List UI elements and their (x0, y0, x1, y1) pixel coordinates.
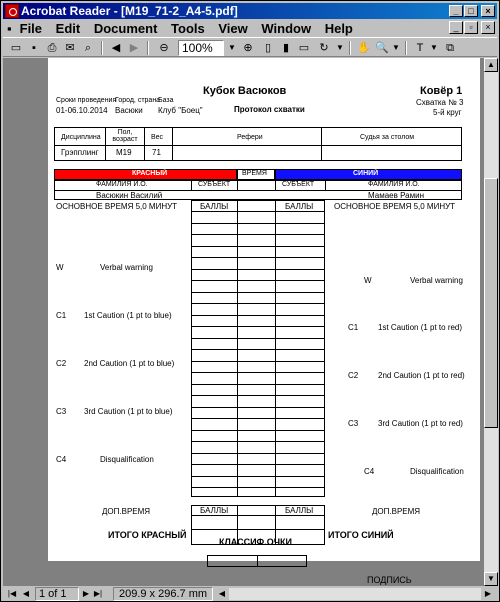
grid-row-line (191, 223, 325, 224)
blue-extra-time: ДОП.ВРЕМЯ (372, 507, 421, 516)
time-label: ВРЕМЯ (242, 170, 267, 177)
print-icon[interactable]: ⎙ (47, 42, 57, 54)
grid-row-line (191, 487, 325, 488)
base-value: Клуб "Боец" (158, 106, 203, 115)
blue-penalty-text-c1: 1st Caution (1 pt to red) (378, 323, 463, 332)
next-page-icon[interactable]: ▶ (82, 589, 90, 598)
grid-row-line (191, 326, 325, 327)
info-col-line (105, 127, 106, 161)
blue-penalty-code-w: W (364, 276, 372, 285)
title-bar (3, 3, 497, 19)
maximize-button[interactable]: □ (464, 5, 478, 17)
info-table-divider (54, 145, 462, 146)
toolbar-separator (349, 41, 351, 55)
red-penalty-code-c2: C2 (56, 359, 67, 368)
extra-row-line (191, 515, 325, 516)
total-blue-label: ИТОГО СИНИЙ (328, 530, 394, 540)
blue-penalty-code-c4: C4 (364, 467, 375, 476)
toolbar-separator (147, 41, 149, 55)
blue-main-time: ОСНОВНОЕ ВРЕМЯ 5,0 МИНУТ (334, 202, 456, 211)
round-label: 5-й круг (433, 108, 462, 117)
zoom-dropdown-icon[interactable]: ▼ (228, 43, 236, 52)
acrobat-app-icon (5, 4, 19, 18)
rotate-dropdown-icon[interactable]: ▼ (336, 43, 344, 52)
blue-fio-label: ФАМИЛИЯ И.О. (368, 181, 420, 188)
doc-close-button[interactable]: × (481, 21, 495, 34)
open-icon[interactable]: ▭ (10, 42, 22, 54)
menu-file[interactable]: File (19, 21, 43, 36)
names-col-line (191, 180, 192, 190)
hand-tool-icon[interactable]: ✋ (357, 42, 371, 54)
grid-row-line (191, 211, 325, 212)
blue-subject-label: СУБЪЕКТ (282, 181, 315, 188)
info-col-line (321, 127, 322, 161)
red-main-time: ОСНОВНОЕ ВРЕМЯ 5,0 МИНУТ (56, 202, 178, 211)
protocol-label: Протокол схватки (234, 105, 305, 114)
info-header-table-judge: Судья за столом (360, 134, 415, 141)
grid-row-line (191, 234, 325, 235)
bout-number: Схватка № 3 (416, 98, 464, 107)
red-penalty-text-c1: 1st Caution (1 pt to blue) (84, 311, 172, 320)
scroll-down-button[interactable]: ▼ (484, 572, 498, 586)
close-button[interactable]: × (481, 5, 495, 17)
red-penalty-text-c2: 2nd Caution (1 pt to blue) (84, 359, 175, 368)
red-penalty-code-c4: C4 (56, 455, 67, 464)
toolbar-separator (405, 41, 407, 55)
red-extra-time: ДОП.ВРЕМЯ (102, 507, 151, 516)
total-red-label: ИТОГО КРАСНЫЙ (108, 530, 187, 540)
info-header-discipline: Дисциплина (61, 134, 101, 141)
scroll-thumb[interactable] (484, 178, 498, 428)
base-label: База (158, 97, 174, 104)
blue-penalty-text-c2: 2nd Caution (1 pt to red) (378, 371, 465, 380)
blue-label: СИНИЙ (353, 170, 379, 177)
page-indicator[interactable]: 1 of 1 (35, 587, 79, 601)
red-penalty-text-w: Verbal warning (100, 263, 153, 272)
save-icon[interactable]: ▪ (32, 42, 36, 54)
zoom-in-icon[interactable]: ⊕ (243, 42, 253, 54)
doc-minimize-button[interactable]: _ (449, 21, 463, 34)
red-points-label: БАЛЛЫ (200, 202, 229, 211)
grid-row-line (191, 269, 325, 270)
blue-name: Мамаев Рамин (368, 191, 424, 200)
fit-width-icon[interactable]: ▭ (298, 42, 310, 54)
signature-label: ПОДПИСЬ (367, 575, 412, 585)
hscroll-left-icon[interactable]: ◀ (218, 589, 226, 598)
forward-icon[interactable]: ▶ (129, 42, 139, 54)
toolbar-separator (101, 41, 103, 55)
tournament-title: Кубок Васюков (203, 85, 287, 97)
grid-row-line (191, 395, 325, 396)
red-subject-label: СУБЪЕКТ (198, 181, 231, 188)
prev-page-icon[interactable]: ◀ (22, 589, 30, 598)
blue-points-label: БАЛЛЫ (285, 202, 314, 211)
blue-penalty-code-c2: C2 (348, 371, 359, 380)
grid-row-line (191, 246, 325, 247)
info-header-weight: Вес (151, 134, 164, 141)
red-name: Васюкин Василий (96, 191, 163, 200)
blue-penalty-text-w: Verbal warning (410, 276, 463, 285)
fit-page-icon[interactable]: ▯ (264, 42, 272, 54)
menu-edit[interactable]: Edit (55, 21, 81, 36)
blue-extra-points-label: БАЛЛЫ (285, 506, 314, 515)
mat-label: Ковёр 1 (420, 85, 463, 97)
grid-row-line (191, 384, 325, 385)
red-label: КРАСНЫЙ (132, 170, 168, 177)
info-discipline-value: Грэпплинг (61, 148, 99, 157)
text-select-icon[interactable]: T (416, 42, 424, 54)
grid-row-line (191, 407, 325, 408)
grid-row-line (191, 349, 325, 350)
last-page-icon[interactable]: ▶| (93, 589, 103, 598)
dates-label: Сроки проведения (56, 97, 117, 104)
names-col-line (325, 180, 326, 190)
actual-size-icon[interactable]: ▮ (282, 42, 290, 54)
info-weight-value: 71 (152, 148, 161, 157)
menu-view[interactable]: View (218, 21, 248, 36)
zoom-tool-icon[interactable]: 🔍 (375, 42, 389, 54)
city-value: Васюки (115, 106, 143, 115)
hscroll-right-icon[interactable]: ▶ (484, 589, 492, 598)
minimize-button[interactable]: _ (449, 5, 463, 17)
document-viewport[interactable] (3, 58, 484, 586)
grid-row-line (191, 441, 325, 442)
menu-window[interactable]: Window (261, 21, 312, 36)
rotate-icon[interactable]: ↻ (319, 42, 329, 54)
names-col-line (275, 180, 276, 190)
search-icon[interactable]: ⌕ (84, 42, 92, 54)
blue-penalty-text-c3: 3rd Caution (1 pt to red) (378, 419, 463, 428)
toolbar (3, 37, 497, 57)
scroll-up-button[interactable]: ▲ (484, 58, 498, 72)
class-points-label: КЛАССИФ.ОЧКИ (219, 537, 293, 547)
grid-row-line (191, 418, 325, 419)
red-extra-points-label: БАЛЛЫ (200, 506, 229, 515)
doc-restore-button[interactable]: ▫ (464, 21, 478, 34)
red-penalty-code-c3: C3 (56, 407, 67, 416)
grid-row-line (191, 430, 325, 431)
extra-col-line (275, 505, 276, 545)
red-penalty-code-w: W (56, 263, 64, 272)
menu-bar (3, 20, 497, 37)
menu-help[interactable]: Help (324, 21, 353, 36)
blue-penalty-code-c1: C1 (348, 323, 359, 332)
snapshot-icon[interactable]: ⧉ (446, 42, 454, 54)
horizontal-scrollbar[interactable] (229, 588, 481, 600)
vertical-scrollbar[interactable] (484, 58, 498, 586)
zoom-field[interactable]: 100% (178, 40, 224, 56)
grid-row-line (191, 315, 325, 316)
names-col-line (237, 180, 238, 190)
document-menu-icon[interactable]: ▪ (7, 21, 12, 36)
zoom-tool-dropdown-icon[interactable]: ▼ (392, 43, 400, 52)
status-bar (3, 587, 497, 601)
zoom-out-icon[interactable]: ⊖ (159, 42, 169, 54)
red-penalty-text-c3: 3rd Caution (1 pt to blue) (84, 407, 173, 416)
red-penalty-code-c1: C1 (56, 311, 67, 320)
info-col-line (172, 127, 173, 161)
blue-penalty-text-c4: Disqualification (410, 467, 464, 476)
grid-row-line (191, 464, 325, 465)
back-icon[interactable]: ◀ (111, 42, 121, 54)
menu-tools[interactable]: Tools (171, 21, 205, 36)
info-header-gender-age: Пол, возраст (112, 129, 138, 143)
info-header-referee: Рефери (237, 134, 263, 141)
extra-col-line (237, 505, 238, 545)
grid-row-line (191, 338, 325, 339)
grid-row-line (191, 453, 325, 454)
grid-row-line (191, 280, 325, 281)
text-select-dropdown-icon[interactable]: ▼ (430, 43, 438, 52)
email-icon[interactable]: ✉ (65, 42, 75, 54)
window-title: Acrobat Reader - [M19_71-2_A4-5.pdf] (21, 4, 238, 18)
page-size: 209.9 x 296.7 mm (113, 587, 213, 601)
grid-row-line (191, 257, 325, 258)
pdf-page (48, 58, 480, 561)
red-penalty-text-c4: Disqualification (100, 455, 154, 464)
menu-document[interactable]: Document (93, 21, 158, 36)
dates-value: 01-06.10.2014 (56, 106, 108, 115)
grid-row-line (191, 303, 325, 304)
info-gender-age-value: М19 (116, 148, 132, 157)
grid-row-line (191, 361, 325, 362)
grid-row-line (191, 372, 325, 373)
first-page-icon[interactable]: |◀ (7, 589, 17, 598)
grid-row-line (191, 292, 325, 293)
city-label: Город, страна (115, 97, 161, 104)
info-col-line (144, 127, 145, 161)
red-fio-label: ФАМИЛИЯ И.О. (96, 181, 148, 188)
grid-row-line (191, 476, 325, 477)
blue-penalty-code-c3: C3 (348, 419, 359, 428)
extra-row-line (191, 529, 325, 530)
